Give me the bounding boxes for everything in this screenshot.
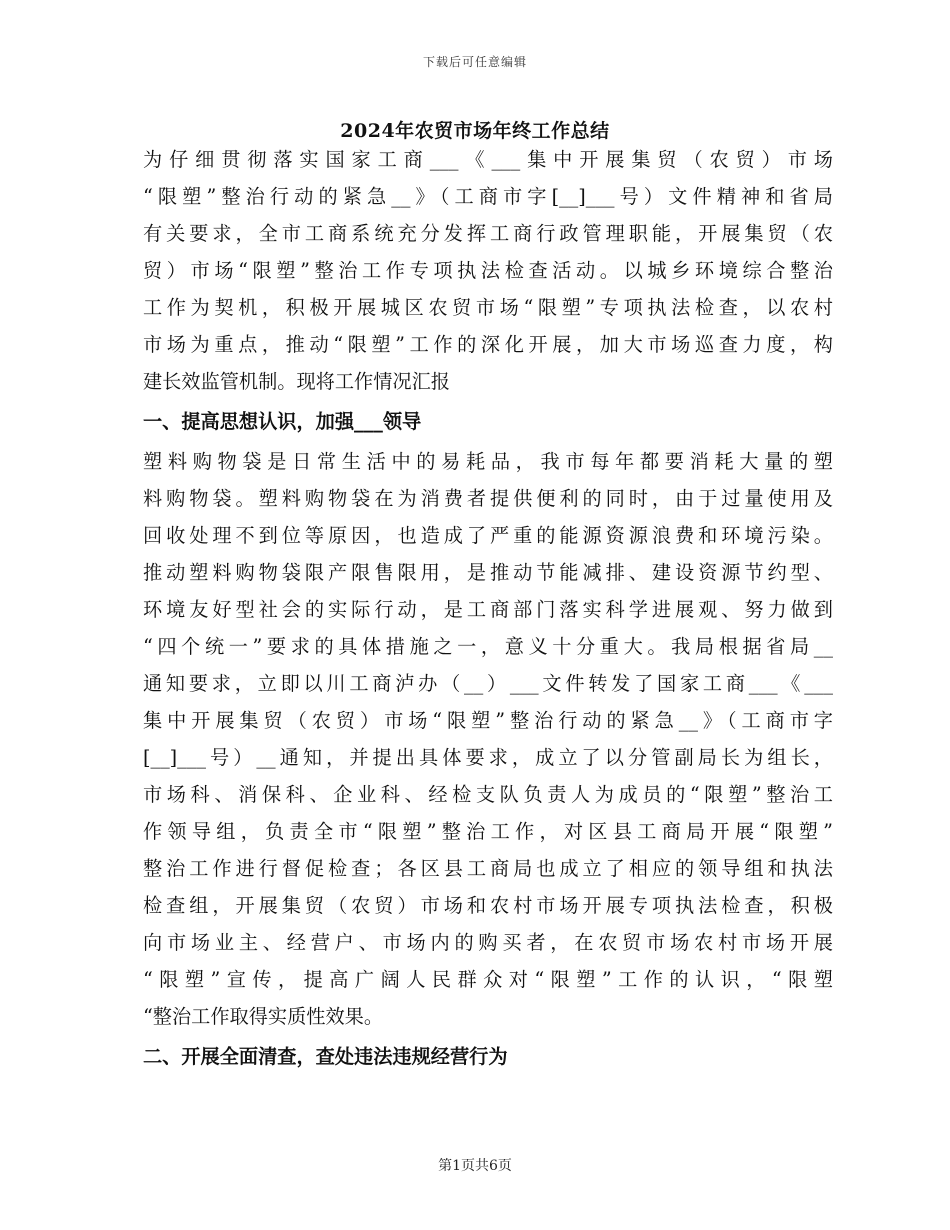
paragraph-line: [__]___号）__通知，并提出具体要求，成立了以分管副局长为组长， (143, 746, 833, 769)
paragraph-line: 推动塑料购物袋限产限售限用，是推动节能减排、建设资源节约型、 (143, 561, 833, 584)
paragraph-line: 回收处理不到位等原因，也造成了严重的能源资源浪费和环境污染。 (143, 524, 833, 547)
paragraph-line: 集中开展集贸（农贸）市场“限塑”整治行动的紧急__》（工商市字 (143, 709, 833, 732)
paragraph-line: 料购物袋。塑料购物袋在为消费者提供便利的同时，由于过量使用及 (143, 487, 833, 510)
paragraph-line: 环境友好型社会的实际行动，是工商部门落实科学进展观、努力做到 (143, 598, 833, 621)
paragraph-line: “限塑”宣传，提高广阔人民群众对“限塑”工作的认识，“限塑 (143, 968, 833, 991)
paragraph-line: 建长效监管机制。现将工作情况汇报 (143, 370, 450, 393)
section-heading-1: 一、提高思想认识，加强___领导 (143, 410, 422, 433)
paragraph-line: 贸）市场“限塑”整治工作专项执法检查活动。以城乡环境综合整治 (143, 259, 833, 282)
paragraph-line: 市场科、消保科、企业科、经检支队负责人为成员的“限塑”整治工 (143, 783, 833, 806)
paragraph-line: 向市场业主、经营户、市场内的购买者，在农贸市场农村市场开展 (143, 931, 833, 954)
paragraph-line: 作领导组，负责全市“限塑”整治工作，对区县工商局开展“限塑” (143, 820, 833, 843)
paragraph-line: “四个统一”要求的具体措施之一，意义十分重大。我局根据省局__ (143, 635, 833, 658)
paragraph-line: 整治工作进行督促检查；各区县工商局也成立了相应的领导组和执法 (143, 857, 833, 880)
paragraph-line: 有关要求，全市工商系统充分发挥工商行政管理职能，开展集贸（农 (143, 222, 833, 245)
paragraph-line: 塑料购物袋是日常生活中的易耗品，我市每年都要消耗大量的塑 (143, 450, 833, 473)
paragraph-line: 市场为重点，推动“限塑”工作的深化开展，加大市场巡查力度，构 (143, 333, 833, 356)
paragraph-line: 通知要求，立即以川工商泸办（__）___文件转发了国家工商___《___ (143, 672, 833, 695)
paragraph-line: “整治工作取得实质性效果。 (143, 1005, 384, 1028)
header-note: 下载后可任意编辑 (422, 55, 527, 69)
paragraph-line: 检查组，开展集贸（农贸）市场和农村市场开展专项执法检查，积极 (143, 894, 833, 917)
paragraph-line: 工作为契机，积极开展城区农贸市场“限塑”专项执法检查，以农村 (143, 296, 833, 319)
section-heading-2: 二、开展全面清查，查处违法违规经营行为 (143, 1045, 508, 1068)
document-title: 2024年农贸市场年终工作总结 (340, 120, 610, 142)
paragraph-line: 为仔细贯彻落实国家工商___《___集中开展集贸（农贸）市场 (143, 148, 833, 171)
page-number: 第1页共6页 (438, 1158, 512, 1174)
paragraph-line: “限塑”整治行动的紧急__》（工商市字[__]___号）文件精神和省局 (143, 185, 833, 208)
